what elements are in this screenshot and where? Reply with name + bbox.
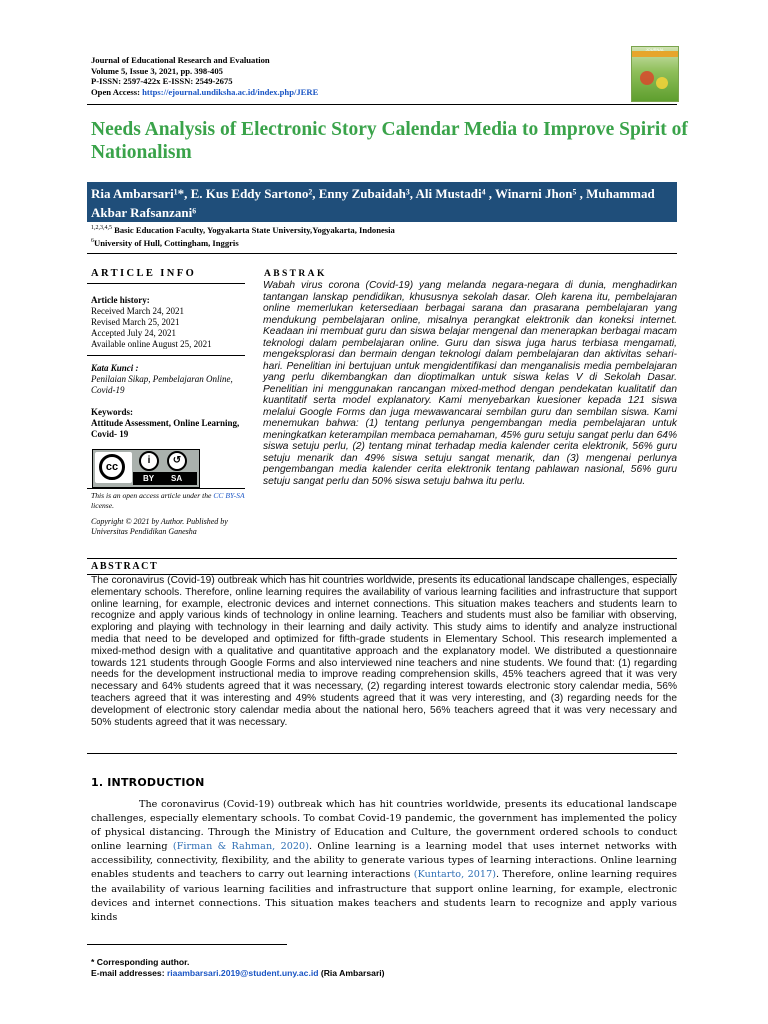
footnote	[91, 957, 385, 979]
license-text: This is an open access article under the CC BY-SA license.	[91, 491, 245, 510]
citation-firman-rahman[interactable]: (Firman & Rahman, 2020)	[172, 841, 309, 853]
share-alike-icon: ↺	[167, 451, 187, 471]
attribution-icon: i	[139, 451, 159, 471]
cc-by-sa-badge[interactable]	[92, 449, 200, 488]
email-line: E-mail addresses: riaambarsari.2019@student.uny.ac.id (Ria Ambarsari)	[91, 968, 385, 978]
journal-header	[91, 55, 318, 97]
cc-divider	[87, 488, 245, 489]
history-online: Available online August 25, 2021	[91, 339, 212, 349]
cc-license-link[interactable]: CC BY-SA	[213, 491, 245, 500]
cc-by-label: BY	[143, 474, 155, 483]
affiliation-2: $^6$University of Hull, Cottingham, Inggris	[91, 237, 239, 248]
abstract-heading: ABSTRACT	[91, 561, 159, 572]
introduction-heading: 1. INTRODUCTION	[91, 776, 205, 789]
history-accepted: Accepted July 24, 2021	[91, 328, 176, 338]
affiliation-1: $^{1,2,3,4,5}$ Basic Education Faculty, Yogyakarta State University,Yogyakarta, Indonesia	[91, 224, 395, 235]
header-divider	[87, 104, 677, 105]
history-divider	[87, 355, 245, 356]
history-received: Received March 24, 2021	[91, 306, 184, 316]
abstrak-heading: ABSTRAK	[264, 269, 327, 279]
kata-kunci-block	[91, 363, 241, 396]
citation-kuntarto[interactable]: (Kuntarto, 2017)	[413, 869, 497, 881]
abstract-divider-bottom	[87, 753, 677, 754]
affiliations	[91, 223, 395, 249]
journal-volume: Volume 5, Issue 3, 2021, pp. 398-405	[91, 65, 223, 76]
author-list: Ria Ambarsari¹*, E. Kus Eddy Sartono², Enny Zubaidah³, Ali Mustadi⁴ , Winarni Jhon⁵ , Muhammad Akbar Rafsanzani⁶	[87, 182, 677, 222]
journal-url-link[interactable]: https://ejournal.undiksha.ac.id/index.php/JERE	[142, 86, 319, 97]
journal-cover-image	[631, 46, 679, 102]
author-email-link[interactable]: riaambarsari.2019@student.uny.ac.id	[166, 968, 319, 978]
cc-sa-label: SA	[171, 474, 183, 483]
corresponding-author: * Corresponding author.	[91, 957, 190, 967]
kata-kunci-text: Penilaian Sikap, Pembelajaran Online, Covid-19	[91, 374, 233, 395]
keywords-block	[91, 407, 241, 440]
journal-issn: P-ISSN: 2597-422x E-ISSN: 2549-2675	[91, 76, 233, 87]
keywords-label: Keywords:	[91, 407, 133, 417]
kata-kunci-label: Kata Kunci :	[91, 363, 139, 373]
article-history-label: Article history:	[91, 295, 150, 305]
journal-open-access: Open Access: https://ejournal.undiksha.ac.id/index.php/JERE	[91, 86, 319, 97]
cc-icon: cc	[99, 454, 125, 480]
abstract-divider-top	[87, 558, 677, 559]
journal-name: Journal of Educational Research and Evaluation	[91, 55, 270, 65]
footnote-divider	[87, 944, 287, 945]
article-info-divider	[87, 283, 245, 284]
article-history	[91, 295, 212, 350]
abstrak-text: Wabah virus corona (Covid-19) yang melanda negara-negara di dunia, menghadirkan tantangan lanskap pendidikan, khususnya sekolah dasar. Oleh karena itu, pembelajaran online memerlukan ketersediaan berbagai sarana dan prasarana pembelajaran yang mendukung pembelajaran online, misalnya perangkat elektronik dan koneksi internet. Keadaan ini membuat guru dan siswa belajar mengenal dan menerapkan berbagai macam teknologi dalam pembelajaran online. Guru dan siswa juga harus terbiasa mengamati, mengeksplorasi dan bermain dengan teknologi dalam pembelajaran dan aktivitas sehari-hari. Penelitian ini bertujuan untuk mengidentifikasi dan menganalisis media pembelajaran yang perlu dikembangkan dan dioptimalkan untuk siswa kelas V di Sekolah Dasar. Penelitian ini menggunakan rancangan mixed-method dengan pendekatan kualitatif dan kuantitatif serta model explanatory. Kami menyebarkan kuesioner kepada 121 siswa melalui Google Forms dan juga mewawancarai sembilan guru dan sembilan siswa. Kami menemukan bahwa: (1) tentang perlunya pengembangan media pembelajaran untuk meningkatkan keterampilan membaca pemahaman, 45% guru setuju sangat perlu dan 64% siswa setuju perlu, (2) tentang minat terhadap media kalender cerita elektronik, 56% guru setuju menarik dan 49% siswa setuju sangat menarik, dan (3) mengenai perlunya pengembangan media kalender cerita elektronik tentang pahlawan nasional, 56% guru setuju sangat perlu dan 50% siswa setuju bahwa itu perlu.	[263, 280, 677, 487]
affiliation-divider	[87, 253, 677, 254]
introduction-text: The coronavirus (Covid-19) outbreak which has hit countries worldwide, presents its educational landscape challenges, especially elementary schools. To combat Covid-19 pandemic, the government has implemented the policy of physical distancing. Through the Ministry of Education and Culture, the government ordered schools to conduct online learning (Firman & Rahman, 2020). Online learning is a learning model that uses internet networks with accessibility, connectivity, flexibility, and the ability to generate various types of learning interactions. Online learning enables students and teachers to carry out learning interactions (Kuntarto, 2017). Therefore, online learning requires the availability of various learning facilities and infrastructure that support online learning, for example, electronic devices and internet connections. This situation makes teachers and students learn to recognize and apply various kinds	[91, 799, 677, 923]
article-info-heading: ARTICLE INFO	[91, 268, 197, 279]
copyright-text: Copyright © 2021 by Author. Published by Universitas Pendidikan Ganesha	[91, 517, 228, 536]
abstract-text: The coronavirus (Covid-19) outbreak which has hit countries worldwide, presents its educational landscape challenges, especially elementary schools. Therefore, online learning requires the availability of various learning facilities and infrastructure that support online learning, for example, electronic devices and internet connections. This situation makes teachers and students learn to recognize and apply various kinds of technology in online learning. Teachers and students must also be familiar with observing, exploring and playing with technology in their learning and daily activity. This study aims to identify and analyze instructional media that need to be developed and optimized for fifth-grade students in Elementary School. This research implemented a mixed-method design with a qualitative and quantitative approach and the explanatory model. We distributed a questionnaire towards 121 students through Google Forms and also interviewed nine teachers and nine students. We found that: (1) regarding needs for the development instructional media to improve reading comprehension skills, 45% teachers agreed that it was very necessary and 64% students agreed that it was necessary, (2) regarding interest towards electronic story calendar media, 56% teachers agreed that it was interesting and 49% students agreed that it was very interesting, and (3) regarding needs for the development of electronic story calendar media about the national hero, 56% teachers agreed that it was very necessary and 50% students agreed that it was necessary.	[91, 575, 677, 728]
history-revised: Revised March 25, 2021	[91, 317, 180, 327]
keywords-text: Attitude Assessment, Online Learning, Covid- 19	[91, 418, 240, 439]
journal-cover-caption: JOURNAL	[645, 47, 665, 52]
paper-title: Needs Analysis of Electronic Story Calendar Media to Improve Spirit of Nationalism	[91, 119, 688, 163]
